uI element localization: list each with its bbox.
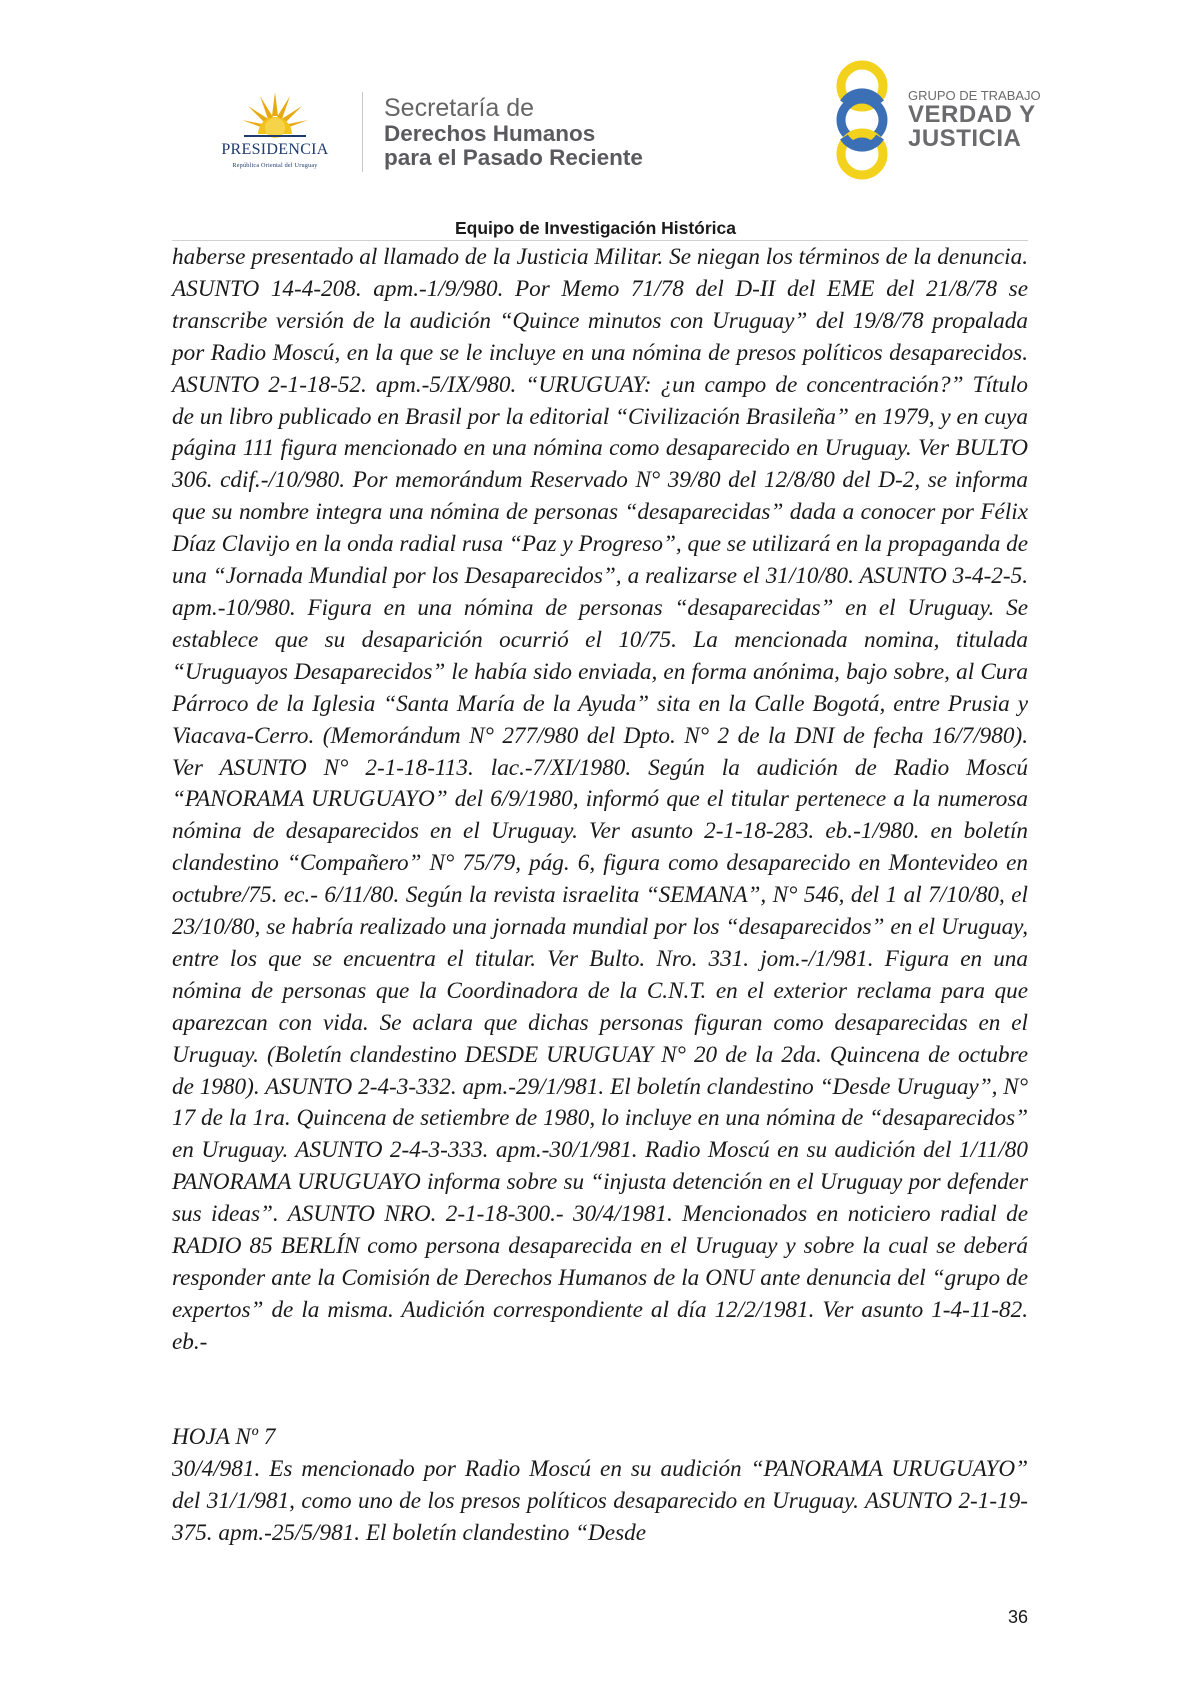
interlocked-rings-icon — [822, 58, 902, 183]
vj-line2: VERDAD Y — [908, 101, 1036, 128]
header-rule — [172, 240, 1028, 241]
presidencia-name: PRESIDENCIA — [221, 141, 329, 158]
verdad-justicia-text — [908, 88, 1041, 151]
body-text — [172, 242, 1028, 1359]
sun-emblem-icon — [240, 88, 310, 142]
secretaria-line1: Secretaría de — [384, 94, 535, 122]
sheet-section — [172, 1422, 1028, 1550]
presidencia-logo — [206, 86, 344, 176]
vj-line1: GRUPO DE TRABAJO — [908, 88, 1041, 103]
secretaria-line2: Derechos Humanos — [384, 121, 596, 146]
page-number: 36 — [1007, 1607, 1028, 1627]
vj-line3: JUSTICIA — [908, 125, 1022, 152]
presidencia-subtitle: República Oriental del Uruguay — [232, 162, 318, 169]
sheet-paragraph: 30/4/981. Es mencionado por Radio Moscú en su audición “PANORAMA URUGUAYO” del 31/1/981, como uno de los presos políticos desaparecido en Uruguay. ASUNTO 2-1-19-375. apm.-25/5/981. El boletín clandestino “Desde — [172, 1455, 1028, 1546]
body-paragraph: haberse presentado al llamado de la Justicia Militar. Se niegan los términos de la denuncia. ASUNTO 14-4-208. apm.-1/9/980. Por Memo 71/78 del D-II del EME del 21/8/78 se transcribe versión de la audición “Quince minutos con Uruguay” del 19/8/78 propalada por Radio Moscú, en la que se le incluye en una nómina de presos políticos desaparecidos. ASUNTO 2-1-18-52. apm.-5/IX/980. “URUGUAY: ¿un campo de concentración?” Título de un libro publicado en Brasil por la editorial “Civilización Brasileña” en 1979, y en cuya página 111 figura mencionado en una nómina como desaparecido en Uruguay. Ver BULTO 306. cdif.-/10/980. Por memorándum Reservado N° 39/80 del 12/8/80 del D-2, se informa que su nombre integra una nómina de personas “desaparecidas” dada a conocer por Félix Díaz Clavijo en la onda radial rusa “Paz y Progreso”, que se utilizará en la propaganda de una “Jornada Mundial por los Desaparecidos”, a realizarse el 31/10/80. ASUNTO 3-4-2-5. apm.-10/980. Figura en una nómina de personas “desaparecidas” en el Uruguay. Se establece que su desaparición ocurrió el 10/75. La mencionada nomina, titulada “Uruguayos Desaparecidos” le había sido enviada, en forma anónima, bajo sobre, al Cura Párroco de la Iglesia “Santa María de la Ayuda” sita en la Calle Bogotá, entre Prusia y Viacava-Cerro. (Memorándum N° 277/980 del Dpto. N° 2 de la DNI de fecha 16/7/980). Ver ASUNTO N° 2-1-18-113. lac.-7/XI/1980. Según la audición de Radio Moscú “PANORAMA URUGUAYO” del 6/9/1980, informó que el titular pertenece a la numerosa nómina de desaparecidos en el Uruguay. Ver asunto 2-1-18-283. eb.-1/980. en boletín clandestino “Compañero” N° 75/79, pág. 6, figura como desaparecido en Montevideo en octubre/75. ec.- 6/11/80. Según la revista israelita “SEMANA”, N° 546, del 1 al 7/10/80, el 23/10/80, se habría realizado una jornada mundial por los “desaparecidos” en el Uruguay, entre los que se encuentra el titular. Ver Bulto. Nro. 331. jom.-/1/981. Figura en una nómina de personas que la Coordinadora de la C.N.T. en el exterior reclama para que aparezcan con vida. Se aclara que dichas personas figuran como desaparecidas en el Uruguay. (Boletín clandestino DESDE URUGUAY N° 20 de la 2da. Quincena de octubre de 1980). ASUNTO 2-4-3-332. apm.-29/1/981. El boletín clandestino “Desde Uruguay”, N° 17 de la 1ra. Quincena de setiembre de 1980, lo incluye en una nómina de “desaparecidos” en Uruguay. ASUNTO 2-4-3-333. apm.-30/1/981. Radio Moscú en su audición del 1/11/80 PANORAMA URUGUAYO informa sobre su “injusta detención en el Uruguay por defender sus ideas”. ASUNTO NRO. 2-1-18-300.- 30/4/1981. Mencionados en noticiero radial de RADIO 85 BERLÍN como persona desaparecida en el Uruguay y sobre la cual se deberá responder ante la Comisión de Derechos Humanos de la ONU ante denuncia del “grupo de expertos” de la misma. Audición correspondiente al día 12/2/1981. Ver asunto 1-4-11-82. eb.- — [172, 244, 1029, 1355]
secretaria-logo — [384, 95, 643, 170]
logo-divider — [362, 92, 363, 172]
verdad-justicia-logo — [822, 58, 1042, 183]
secretaria-line3: para el Pasado Reciente — [384, 145, 643, 170]
sheet-title: HOJA Nº 7 — [172, 1424, 276, 1450]
team-heading: Equipo de Investigación Histórica — [454, 218, 737, 238]
